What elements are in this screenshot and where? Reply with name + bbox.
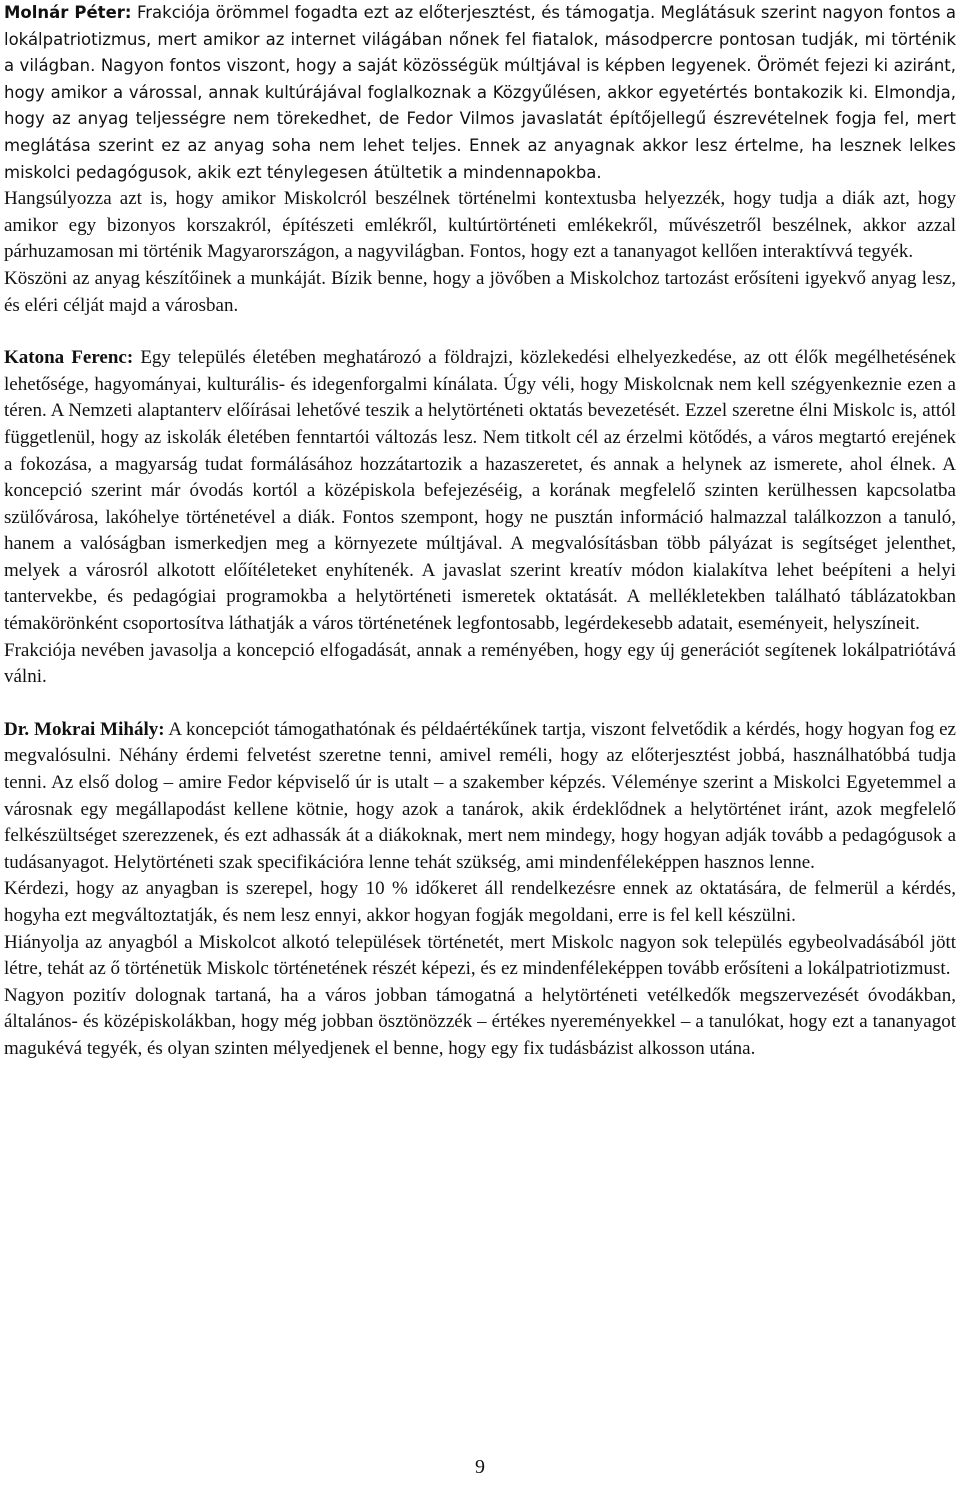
paragraph-text: Frakciója örömmel fogadta ezt az előterjesztést, és támogatja. Meglátásuk szerint nagyon fontos a lokálpatriotizmus, mert amikor az internet világában nőnek fel fiatalok, másodpercre pontosan tudják, mi történik a világban. Nagyon fontos viszont, hogy a saját közösségük múltjával is képben legyenek. Örömét fejezi ki aziránt, hogy amikor a várossal, annak kultúrájával foglalkoznak a Közgyűlésen, akkor egyetértés bontakozik ki. Elmondja, hogy az anyag teljességre nem törekedhet, de Fedor Vilmos javaslatát építőjellegű észrevételnek fogja fel, mert meglátása szerint ez az anyag soha nem lehet teljes. Ennek az anyagnak akkor lesz értelme, ha lesznek lelkes miskolci pedagógusok, akik ezt ténylegesen átültetik a mindennapokba. — [4, 3, 956, 182]
paragraph-text: Kérdezi, hogy az anyagban is szerepel, hogy 10 % időkeret áll rendelkezésre ennek az oktatására, de felmerül a kérdés, hogyha ezt megváltoztatják, és nem lesz ennyi, akkor hogyan fogják megoldani, erre is fel kell készülni. — [4, 878, 956, 926]
paragraph-text: Egy település életében meghatározó a földrajzi, közlekedési elhelyezkedése, az ott élők megélhetésének lehetősége, hagyományai, kulturális- és idegenforgalmi kínálata. Úgy véli, hogy Miskolcnak nem kell szégyenkeznie ezen a téren. A Nemzeti alaptanterv előírásai lehetővé teszik a helytörténeti oktatás bevezetését. Ezzel szeretne élni Miskolc is, attól függetlenül, hogy az iskolák életében fenntartói változás lesz. Nem titkolt cél az érzelmi kötődés, a város megtartó erejének a fokozása, a magyarság tudat formálásához hozzátartozik a hazaszeretet, és annak a helynek az ismerete, ahol élnek. A koncepció szerint már óvodás kortól a középiskola befejezéséig, a korának megfelelő szinten kerülhessen kapcsolatba szülővárosa, lakóhelye történetével a diák. Fontos szempont, hogy ne pusztán információ halmazzal találkozzon a tanuló, hanem a valóságban ismerkedjen meg a környezete múltjával. A megvalósításban több pályázat is segítséget jelenthet, melyek a városról alkotott előítéleteket enyhítenék. A javaslat szerint kreatív módon kialakítva lehet beépíteni a helyi tantervekbe, és pedagógiai programokba a helytörténeti ismeretek oktatását. A mellékletekben található táblázatokban témakörönként csoportosítva láthatják a város történetének legfontosabb, legérdekesebb adatait, eseményeit, helyszíneit. — [4, 347, 957, 635]
paragraph-text: Hiányolja az anyagból a Miskolcot alkotó települések történetét, mert Miskolc nagyon sok település egybeolvadásából jött létre, tehát az ő történetük Miskolc történetének részét képezi, és ez mindenféleképpen tovább erősíteni a lokálpatriotizmust. — [4, 931, 956, 980]
speaker-name: Molnár Péter: — [4, 3, 132, 22]
paragraph — [4, 345, 956, 638]
spacer — [4, 691, 956, 717]
paragraph — [4, 930, 956, 983]
paragraph-text: A koncepciót támogathatónak és példaértékűnek tartja, viszont felvetődik a kérdés, hogy hogyan fog ez megvalósulni. Néhány érdemi felvetést szeretne tenni, amivel reméli, hogy az előterjesztést jobbá, használhatóbbá tudja tenni. Az első dolog – amire Fedor képviselő úr is utalt – a szakember képzés. Véleménye szerint a Miskolci Egyetemmel a városnak egy megállapodást kellene kötnie, hogy azok a tanárok, akik érdeklődnek a helytörténet iránt, azok megfelelő felkészültséget szerezzenek, és ezt adhassák át a diákoknak, mert nem mindegy, hogy hogyan adják tovább a pedagógusok a tudásanyagot. Helytörténeti szak specifikációra lenne tehát szükség, ami mindenféleképpen hasznos lenne. — [4, 718, 956, 873]
paragraph — [4, 0, 956, 186]
paragraph-text: Nagyon pozitív dolognak tartaná, ha a város jobban támogatná a helytörténeti vetélkedők megszervezését óvodákban, általános- és középiskolákban, hogy még jobban ösztönözzék – értékes nyereményekkel – a tanulókat, hogy ezt a tananyagot magukévá tegyék, és olyan szinten mélyedjenek el benne, hogy egy fix tudásbázist alkosson utána. — [4, 984, 956, 1059]
paragraph-text: Köszöni az anyag készítőinek a munkáját. Bízik benne, hogy a jövőben a Miskolchoz tartozást erősíteni igyekvő anyag lesz, és eléri célját majd a városban. — [4, 267, 956, 316]
paragraph — [4, 876, 956, 929]
paragraph — [4, 983, 956, 1063]
spacer — [4, 319, 956, 345]
speech-katona — [4, 345, 956, 691]
paragraph — [4, 717, 956, 877]
speaker-name: Dr. Mokrai Mihály: — [4, 718, 165, 740]
speech-molnar — [4, 0, 956, 319]
paragraph — [4, 186, 956, 266]
paragraph-text: Frakciója nevében javasolja a koncepció elfogadását, annak a reményében, hogy egy új generációt segítenek lokálpatriótává válni. — [4, 639, 956, 688]
speech-mokrai — [4, 717, 956, 1063]
paragraph-text: Hangsúlyozza azt is, hogy amikor Miskolcról beszélnek történelmi kontextusba helyezzék, hogy tudja a diák azt, hogy amikor egy bizonyos korszakról, építészeti emlékről, kultúrtörténeti emlékekről, művészetről beszélnek, akkor azzal párhuzamosan mi történik Magyarországon, a nagyvilágban. Fontos, hogy ezt a tananyagot kellően interaktívvá tegyék. — [4, 188, 956, 263]
paragraph — [4, 638, 956, 691]
speaker-name: Katona Ferenc: — [4, 347, 134, 369]
page-number: 9 — [475, 1456, 485, 1478]
paragraph — [4, 266, 956, 319]
